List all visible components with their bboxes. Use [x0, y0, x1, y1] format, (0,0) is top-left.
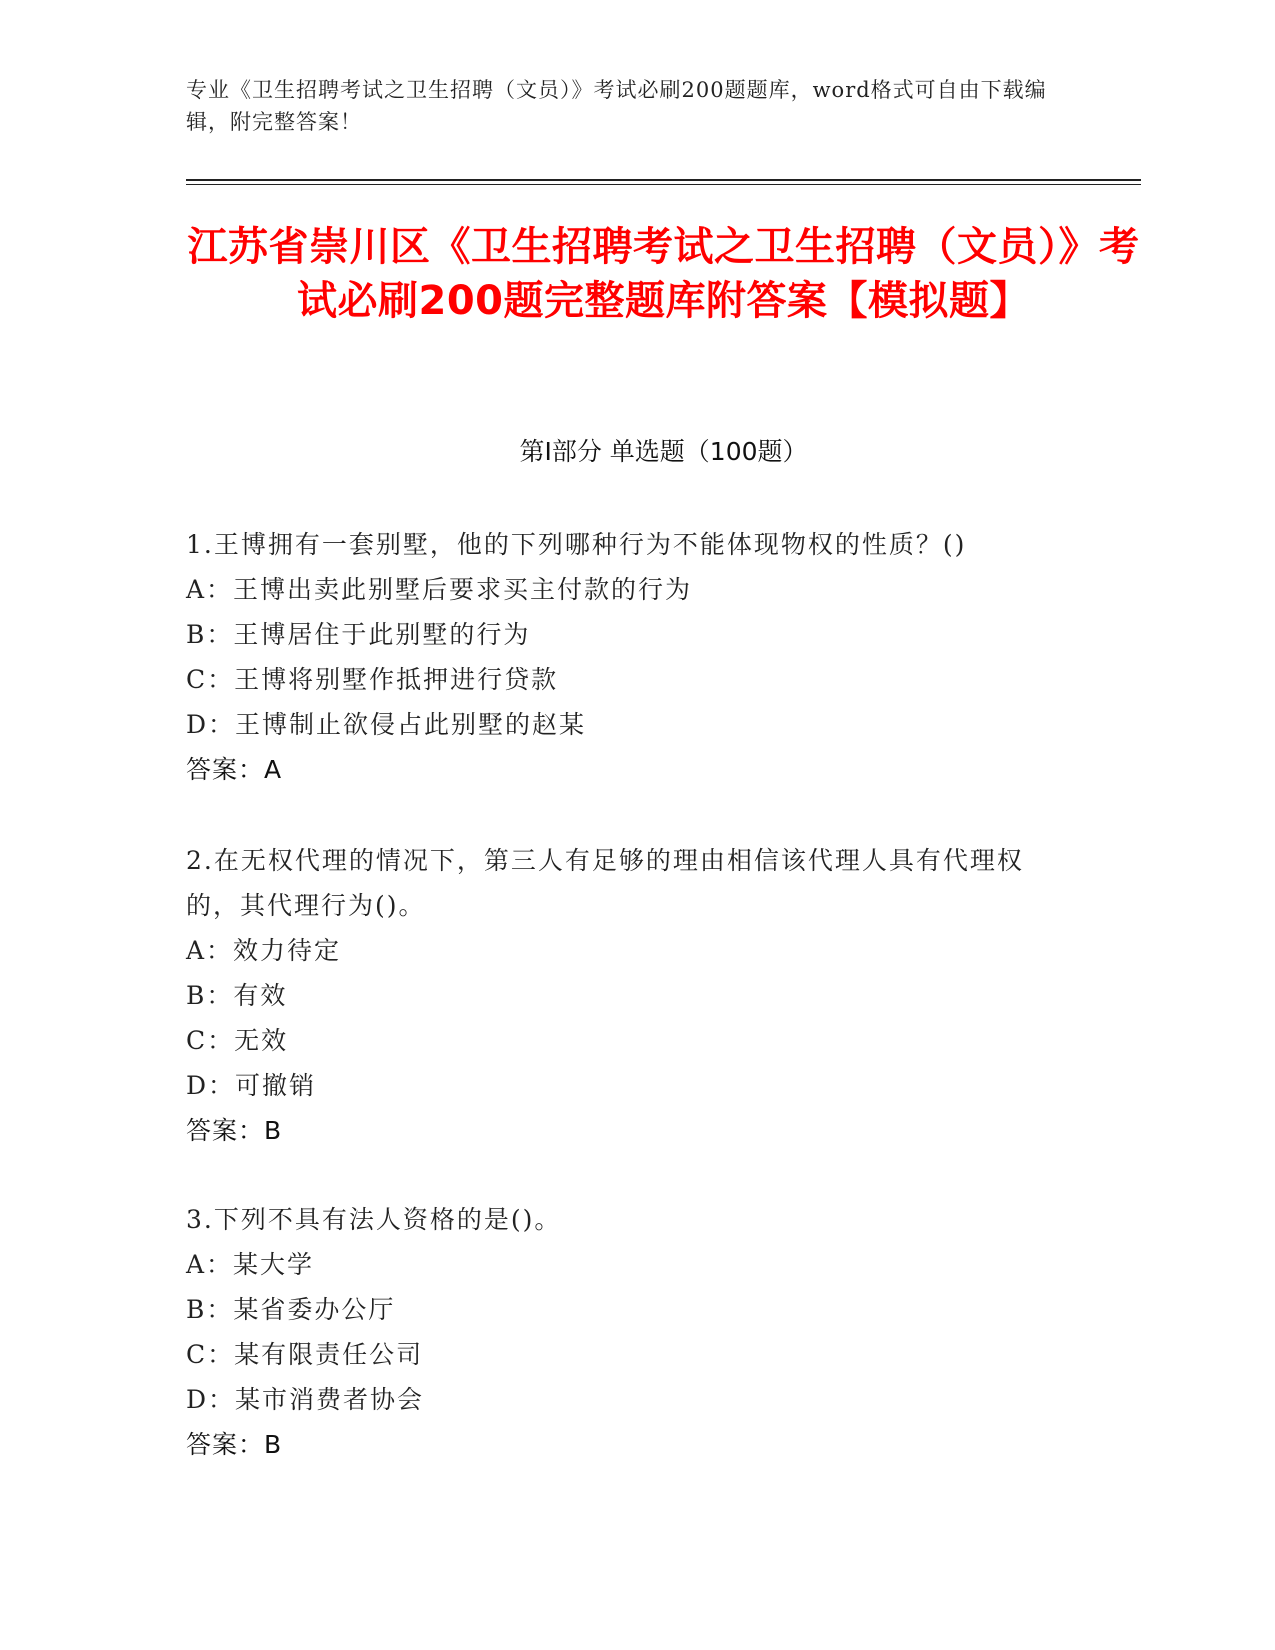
- answer: 答案：A: [186, 755, 283, 784]
- option-d: D：王博制止欲侵占此别墅的赵某: [186, 710, 587, 739]
- header-divider-thin: [186, 184, 1141, 185]
- question-stem: 3.下列不具有法人资格的是()。: [186, 1205, 562, 1234]
- header-divider-thick: [186, 179, 1141, 181]
- header-note: 专业《卫生招聘考试之卫生招聘（文员）》考试必刷200题题库，word格式可自由下载编辑，附完整答案！: [186, 78, 1047, 134]
- question-3: [186, 1197, 1066, 1467]
- document-title: 江苏省崇川区《卫生招聘考试之卫生招聘（文员）》考试必刷200题完整题库附答案【模拟题】: [187, 224, 1140, 324]
- option-a: A：效力待定: [186, 936, 342, 965]
- option-b: B：王博居住于此别墅的行为: [186, 620, 531, 649]
- option-d: D：可撤销: [186, 1071, 317, 1100]
- option-d: D：某市消费者协会: [186, 1385, 425, 1414]
- option-b: B：有效: [186, 981, 288, 1010]
- question-stem: 2.在无权代理的情况下，第三人有足够的理由相信该代理人具有代理权的，其代理行为()。: [186, 846, 1024, 920]
- question-2: [186, 838, 1066, 1153]
- option-c: C：无效: [186, 1026, 289, 1055]
- option-b: B：某省委办公厅: [186, 1295, 396, 1324]
- option-c: C：某有限责任公司: [186, 1340, 424, 1369]
- section-title: 第I部分 单选题（100题）: [519, 437, 808, 466]
- question-stem: 1.王博拥有一套别墅，他的下列哪种行为不能体现物权的性质？(): [186, 530, 967, 559]
- answer: 答案：B: [186, 1430, 283, 1459]
- option-a: A：某大学: [186, 1250, 315, 1279]
- option-a: A：王博出卖此别墅后要求买主付款的行为: [186, 575, 693, 604]
- question-1: [186, 522, 1066, 792]
- answer: 答案：B: [186, 1116, 283, 1145]
- option-c: C：王博将别墅作抵押进行贷款: [186, 665, 559, 694]
